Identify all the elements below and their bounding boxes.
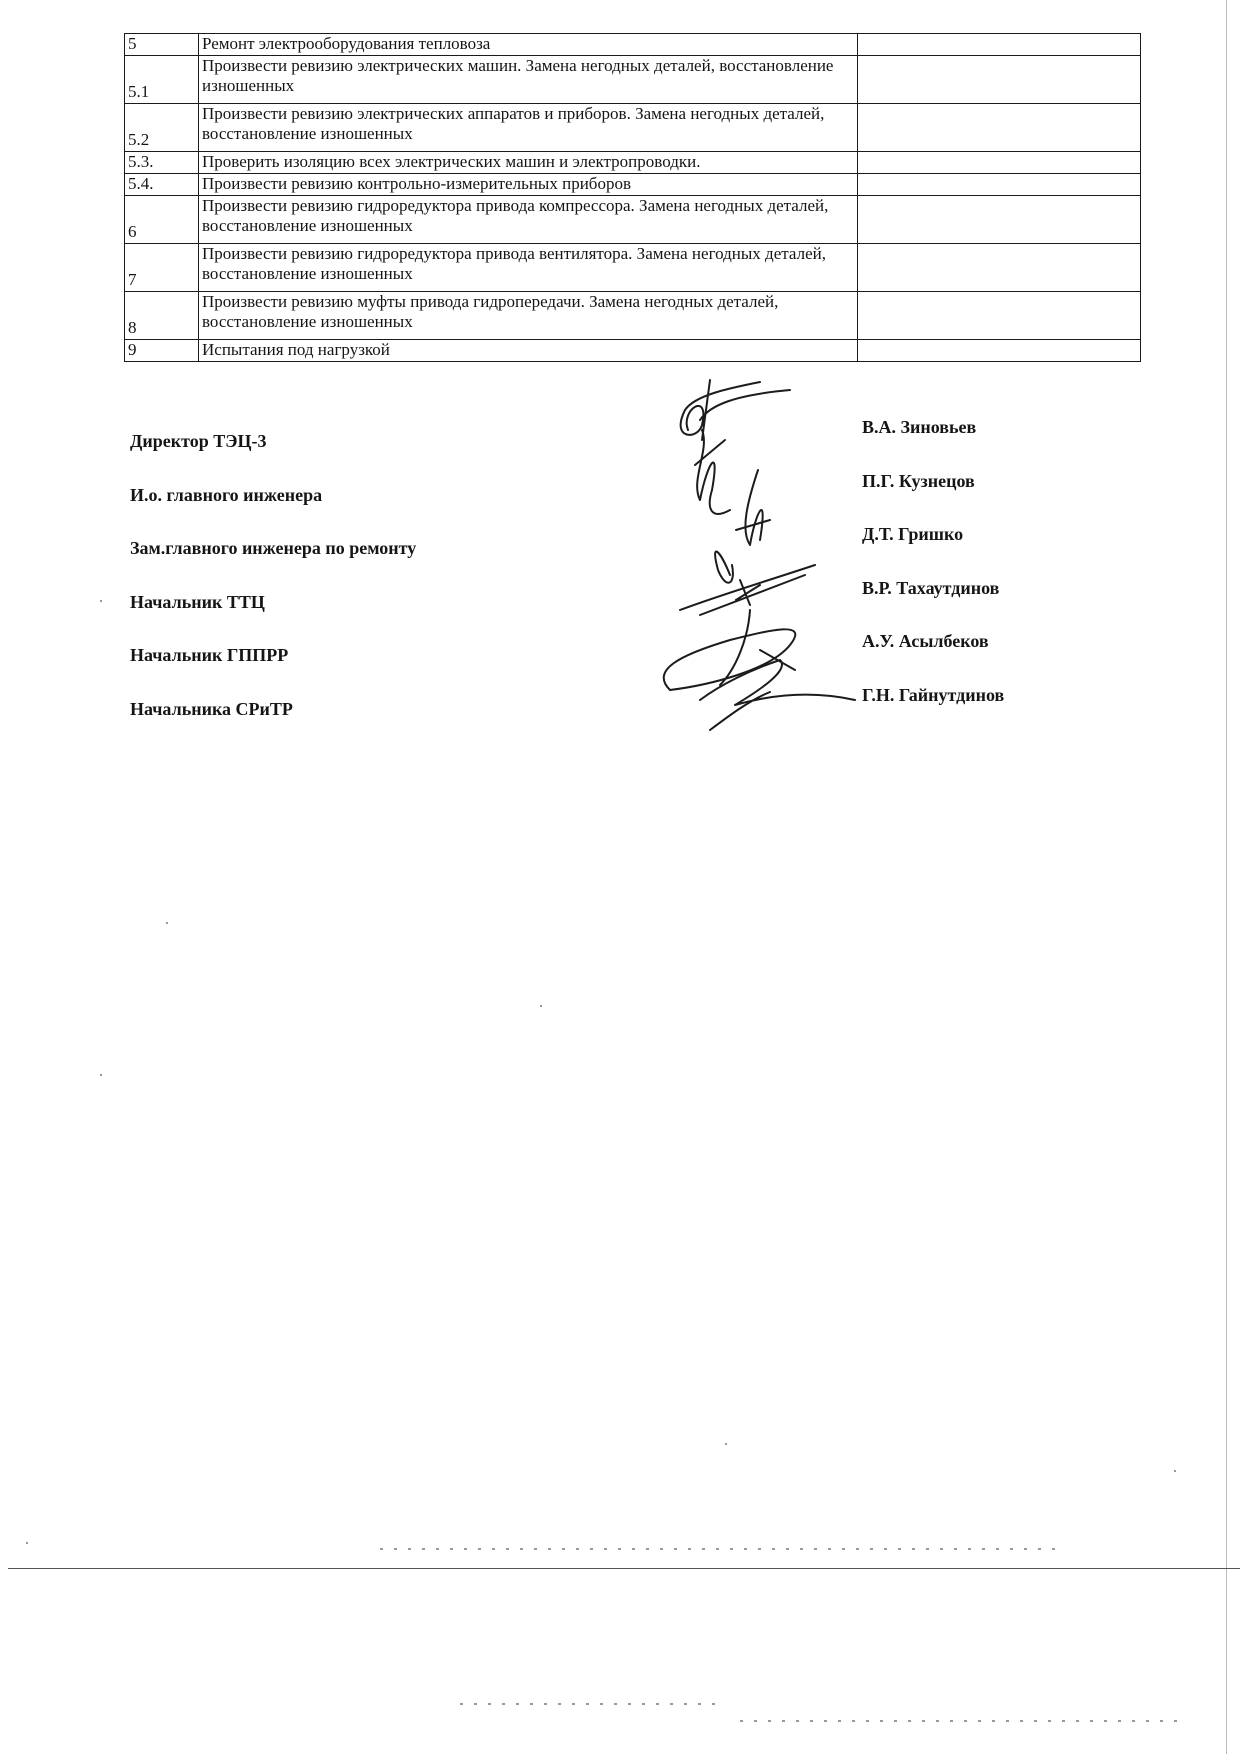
scan-noise: [740, 1720, 1180, 1722]
handwritten-signatures: [640, 370, 880, 760]
row-text: Испытания под нагрузкой: [199, 340, 858, 362]
signatory-names: [862, 414, 1004, 735]
scan-noise: [100, 600, 102, 602]
signatory-title: Директор ТЭЦ-3: [130, 431, 267, 451]
row-number: 8: [125, 292, 199, 340]
signatory-title: И.о. главного инженера: [130, 484, 323, 505]
row-number: 7: [125, 244, 199, 292]
row-mark-cell: [858, 340, 1141, 362]
scan-edge-line: [1226, 0, 1227, 1754]
signatory-title: Начальник ГППРР: [130, 645, 289, 665]
row-number: 9: [125, 340, 199, 362]
table-row: [125, 196, 1141, 244]
row-number: 5.3.: [125, 152, 199, 174]
scan-noise: [166, 922, 168, 924]
table-row: [125, 34, 1141, 56]
signatory-title: Зам.главного инженера по ремонту: [130, 538, 417, 558]
row-mark-cell: [858, 292, 1141, 340]
row-text: Ремонт электрооборудования тепловоза: [199, 34, 858, 56]
scan-noise: [725, 1443, 727, 1445]
scan-fold-line: [8, 1568, 1240, 1569]
scan-noise: [380, 1548, 1060, 1550]
signatory-name: Д.Т. Гришко: [862, 524, 964, 544]
row-number: 5.4.: [125, 174, 199, 196]
scan-noise: [540, 1005, 542, 1007]
signatory-title: Начальник ТТЦ: [130, 591, 265, 612]
table-row: [125, 244, 1141, 292]
table-row: [125, 104, 1141, 152]
row-text: Произвести ревизию электрических аппаратов и приборов. Замена негодных деталей, восстановление изношенных: [199, 104, 858, 152]
signature-stroke: [715, 470, 770, 583]
row-number: 5.2: [125, 104, 199, 152]
row-number: 6: [125, 196, 199, 244]
row-mark-cell: [858, 34, 1141, 56]
row-text: Произвести ревизию муфты привода гидропередачи. Замена негодных деталей, восстановление изношенных: [199, 292, 858, 340]
table-row: [125, 292, 1141, 340]
table-row: [125, 174, 1141, 196]
row-mark-cell: [858, 56, 1141, 104]
row-number: 5: [125, 34, 199, 56]
signature-stroke: [695, 430, 730, 514]
row-number: 5.1: [125, 56, 199, 104]
row-mark-cell: [858, 174, 1141, 196]
row-text: Произвести ревизию гидроредуктора привода компрессора. Замена негодных деталей, восстановление изношенных: [199, 196, 858, 244]
table-row: [125, 56, 1141, 104]
row-text: Произвести ревизию электрических машин. Замена негодных деталей, восстановление изношенных: [199, 56, 858, 104]
signatory-name: В.Р. Тахаутдинов: [862, 577, 1000, 598]
signature-stroke: [664, 610, 796, 690]
row-text: Произвести ревизию контрольно-измерительных приборов: [199, 174, 858, 196]
scan-noise: [460, 1703, 720, 1705]
row-mark-cell: [858, 196, 1141, 244]
signature-stroke: [681, 380, 790, 440]
row-text: Произвести ревизию гидроредуктора привода вентилятора. Замена негодных деталей, восстановление изношенных: [199, 244, 858, 292]
row-mark-cell: [858, 152, 1141, 174]
scan-noise: [100, 1074, 102, 1076]
signature-stroke: [680, 565, 815, 615]
scan-noise: [26, 1542, 28, 1544]
signatory-name: П.Г. Кузнецов: [862, 470, 975, 491]
row-mark-cell: [858, 244, 1141, 292]
signatory-name: А.У. Асылбеков: [862, 631, 989, 651]
signatory-title: Начальника СРиТР: [130, 698, 293, 719]
signature-stroke: [700, 660, 855, 730]
row-text: Проверить изоляцию всех электрических машин и электропроводки.: [199, 152, 858, 174]
signatory-name: В.А. Зиновьев: [862, 417, 977, 437]
works-table: [124, 33, 1141, 362]
row-mark-cell: [858, 104, 1141, 152]
signatory-titles: [130, 428, 416, 749]
table-row: [125, 340, 1141, 362]
table-row: [125, 152, 1141, 174]
scan-noise: [1174, 1470, 1176, 1472]
signatory-name: Г.Н. Гайнутдинов: [862, 684, 1005, 705]
